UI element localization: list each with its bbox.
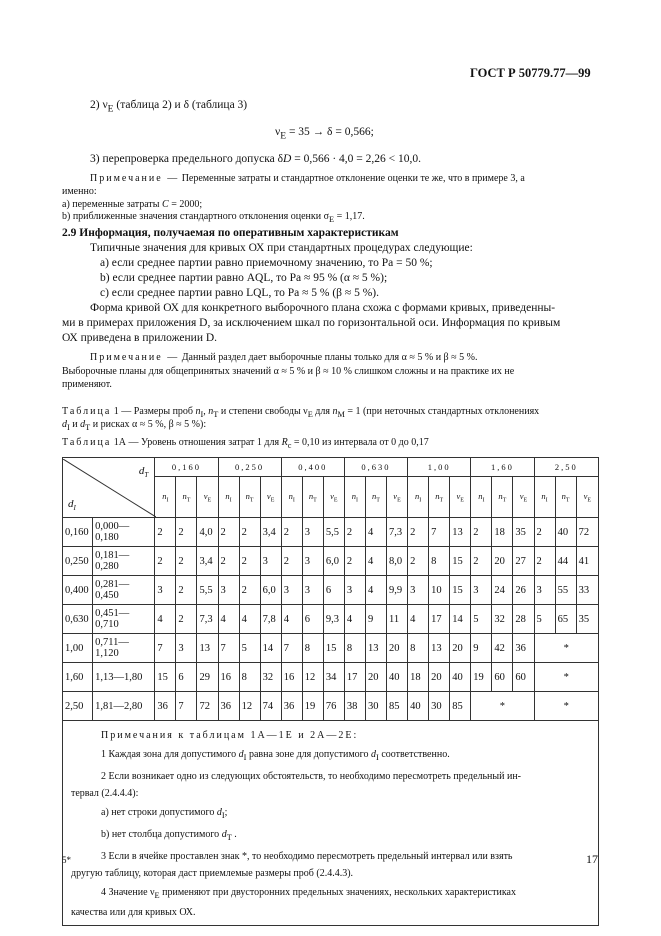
table-cell: 36	[281, 692, 302, 721]
table-cell: 27	[513, 547, 534, 576]
footer-left: 5*	[62, 855, 71, 865]
table-cell: 16	[281, 663, 302, 692]
dI-value: 1,00	[63, 634, 93, 663]
table-cell: 30	[429, 692, 450, 721]
subheader-cell: $\nu_E$	[197, 477, 218, 518]
note2-text-b: Выборочные планы для общепринятых значений α ≈ 5 % и β ≈ 10 % слишком сложны и на практике их не	[62, 366, 515, 377]
table-cell: 2	[218, 518, 239, 547]
sample-size-table	[62, 457, 599, 926]
subheader-cell: $n_T$	[492, 477, 513, 518]
table-note-2a: 2 Если возникает одно из следующих обстоятельств, то необходимо пересмотреть предельный ин-	[101, 771, 522, 782]
table-cell: 3	[302, 547, 323, 576]
table-cell: 14	[450, 605, 471, 634]
table-cell: 16	[218, 663, 239, 692]
table-cell: 14	[260, 634, 281, 663]
table-cell: 8	[344, 634, 365, 663]
table-cell: 2	[239, 518, 260, 547]
subheader-cell: $\nu_E$	[387, 477, 408, 518]
table-cell: 2	[239, 576, 260, 605]
dI-range: 0,451—0,710	[93, 605, 155, 634]
dI-value: 0,160	[63, 518, 93, 547]
table-cell: 6,0	[323, 547, 344, 576]
table-cell: 42	[492, 634, 513, 663]
table-row	[63, 576, 599, 605]
table-cell: 60	[513, 663, 534, 692]
table-cell: 12	[302, 663, 323, 692]
table-cell: 4	[365, 518, 386, 547]
table-cell: 33	[576, 576, 598, 605]
table-note-2d: b) нет столбца допустимого $d_T$ .	[101, 829, 237, 842]
table-cell: 18	[492, 518, 513, 547]
table-cell: 4	[408, 605, 429, 634]
table-cell: 7	[176, 692, 197, 721]
table-cell: 5	[471, 605, 492, 634]
formula-line: $\nu_E = 35 \to \delta = 0,566$;	[275, 126, 374, 142]
table-cell: 2	[344, 518, 365, 547]
table-cell: 17	[344, 663, 365, 692]
table-cell: 17	[429, 605, 450, 634]
table-note-3b: другую таблицу, которая даст приемлемые размеры проб (2.4.4.3).	[71, 868, 354, 879]
table-note-4b: качества или для кривых ОХ.	[71, 907, 196, 918]
table-cell: 7	[155, 634, 176, 663]
star-cell: *	[534, 634, 599, 663]
table-cell: 9	[365, 605, 386, 634]
table-cell: 6	[302, 605, 323, 634]
para-2c: ОХ приведена в приложении D.	[62, 332, 218, 344]
dI-range: 0,000—0,180	[93, 518, 155, 547]
table-cell: 2	[239, 547, 260, 576]
table-cell: 26	[513, 576, 534, 605]
table-row	[63, 663, 599, 692]
table-cell: 72	[576, 518, 598, 547]
table-cell: 85	[387, 692, 408, 721]
star-cell: *	[471, 692, 534, 721]
table-cell: 85	[450, 692, 471, 721]
table-cell: 2	[344, 547, 365, 576]
table-row	[63, 605, 599, 634]
subheader-cell: $n_I$	[408, 477, 429, 518]
table-cell: 74	[260, 692, 281, 721]
table-cell: 8	[408, 634, 429, 663]
table-cell: 15	[450, 547, 471, 576]
table-row	[63, 634, 599, 663]
table-cell: 40	[450, 663, 471, 692]
dI-range: 1,81—2,80	[93, 692, 155, 721]
table-cell: 19	[302, 692, 323, 721]
table-cell: 2	[471, 518, 492, 547]
dT-level-6: 2,50	[534, 458, 599, 477]
note2-text-c: применяют.	[62, 379, 112, 390]
table-cell: 40	[555, 518, 576, 547]
table-cell: 55	[555, 576, 576, 605]
subheader-cell: $n_T$	[239, 477, 260, 518]
note-text: Переменные затраты и стандартное отклонение оценки те же, что в примере 3, а	[181, 173, 525, 184]
table-cell: 2	[176, 547, 197, 576]
subheader-cell: $\nu_E$	[513, 477, 534, 518]
table-note-1: 1 Каждая зона для допустимого $d_I$ равна зоне для допустимого $d_I$ соответственно.	[101, 749, 450, 762]
subheader-cell: $n_I$	[218, 477, 239, 518]
table-row	[63, 547, 599, 576]
table-cell: 65	[555, 605, 576, 634]
table-cell: 20	[365, 663, 386, 692]
table-cell: 10	[429, 576, 450, 605]
table-cell: 76	[323, 692, 344, 721]
table-cell: 9,9	[387, 576, 408, 605]
section-title: 2.9 Информация, получаемая по оперативным характеристикам	[62, 227, 399, 239]
table-cell: 24	[492, 576, 513, 605]
subheader-cell: $n_T$	[365, 477, 386, 518]
table-cell: 4	[365, 547, 386, 576]
dI-value: 2,50	[63, 692, 93, 721]
table-cell: 2	[281, 547, 302, 576]
table-cell: 6,0	[260, 576, 281, 605]
table-cell: 12	[239, 692, 260, 721]
table-cell: 36	[218, 692, 239, 721]
table-cell: 35	[576, 605, 598, 634]
subheader-cell: $n_I$	[344, 477, 365, 518]
table-cell: 60	[492, 663, 513, 692]
subheader-cell: $n_T$	[555, 477, 576, 518]
table-note-2b: тервал (2.4.4.4):	[71, 788, 139, 799]
text-line-l1: 2) $\nu_E$ (таблица 2) и δ (таблица 3)	[90, 99, 248, 115]
table-cell: 8	[429, 547, 450, 576]
diagonal-header-cell: $d_T$ $d_I$	[63, 458, 155, 518]
subheader-cell: $\nu_E$	[260, 477, 281, 518]
dI-range: 0,181—0,280	[93, 547, 155, 576]
table-cell: 13	[450, 518, 471, 547]
table-cell: 4	[239, 605, 260, 634]
table-cell: 4	[281, 605, 302, 634]
table-cell: 3	[176, 634, 197, 663]
table-cell: 8,0	[387, 547, 408, 576]
table-cell: 2	[155, 547, 176, 576]
table-row	[63, 692, 599, 721]
dT-level-2: 0,400	[281, 458, 344, 477]
table-cell: 7	[218, 634, 239, 663]
table-cell: 7,8	[260, 605, 281, 634]
dT-level-1: 0,250	[218, 458, 281, 477]
subheader-cell: $n_T$	[429, 477, 450, 518]
table-cell: 3	[302, 518, 323, 547]
table-cell: 2	[176, 576, 197, 605]
table-note-4a: 4 Значение $\nu_E$ применяют при двусторонних предельных значениях, нескольких характеристиках	[101, 887, 516, 900]
table-cell: 7,3	[197, 605, 218, 634]
table-cell: 19	[471, 663, 492, 692]
table-cell: 15	[323, 634, 344, 663]
table-cell: 3	[302, 576, 323, 605]
dT-level-4: 1,00	[408, 458, 471, 477]
table-cell: 4	[344, 605, 365, 634]
table-cell: 44	[555, 547, 576, 576]
table-cell: 2	[408, 518, 429, 547]
table-cell: 15	[155, 663, 176, 692]
table-cell: 8	[302, 634, 323, 663]
table-cell: 72	[197, 692, 218, 721]
table-cell: 2	[534, 547, 555, 576]
dI-range: 0,281—0,450	[93, 576, 155, 605]
table-cell: 5,5	[323, 518, 344, 547]
table-cell: 34	[323, 663, 344, 692]
table-cell: 30	[365, 692, 386, 721]
table-row	[63, 518, 599, 547]
table-cell: 11	[387, 605, 408, 634]
table-cell: 3,4	[197, 547, 218, 576]
dI-range: 1,13—1,80	[93, 663, 155, 692]
table-cell: 4	[155, 605, 176, 634]
table-cell: 3	[218, 576, 239, 605]
dI-value: 0,250	[63, 547, 93, 576]
subheader-cell: $\nu_E$	[323, 477, 344, 518]
table-cell: 3	[534, 576, 555, 605]
table-cell: 5	[239, 634, 260, 663]
table-cell: 6	[323, 576, 344, 605]
table-cell: 3	[408, 576, 429, 605]
table-cell: 40	[408, 692, 429, 721]
table1a-caption: 1А — Уровень отношения затрат 1 для $R_c = 0,10$ из интервала от 0 до 0,17	[113, 437, 429, 450]
table-cell: 20	[429, 663, 450, 692]
dT-level-3: 0,630	[344, 458, 407, 477]
table-cell: 9,3	[323, 605, 344, 634]
note2-text: Данный раздел дает выборочные планы только для α ≈ 5 % и β ≈ 5 %.	[181, 352, 478, 363]
table-cell: 3	[260, 547, 281, 576]
table-cell: 13	[197, 634, 218, 663]
subheader-cell: $n_I$	[281, 477, 302, 518]
table-cell: 13	[365, 634, 386, 663]
note-label: Примечание —	[90, 173, 180, 184]
dI-range: 0,711—1,120	[93, 634, 155, 663]
note-item-a: a) переменные затраты C = 2000;	[62, 199, 203, 210]
table-cell: 7,3	[387, 518, 408, 547]
subheader-cell: $\nu_E$	[576, 477, 598, 518]
para-1: Типичные значения для кривых ОХ при стандартных процедурах следующие:	[90, 242, 473, 254]
table-note-2c: a) нет строки допустимого $d_I$;	[101, 807, 228, 820]
subheader-cell: $\nu_E$	[450, 477, 471, 518]
table-cell: 35	[513, 518, 534, 547]
subheader-cell: $n_I$	[471, 477, 492, 518]
table-cell: 2	[218, 547, 239, 576]
table-cell: 4	[218, 605, 239, 634]
table-cell: 5	[534, 605, 555, 634]
table-cell: 2	[408, 547, 429, 576]
table-cell: 4,0	[197, 518, 218, 547]
table-cell: 2	[155, 518, 176, 547]
dT-level-0: 0,160	[155, 458, 218, 477]
table1-caption: 1 — Размеры проб $n_I$, $n_T$ и степени свободы $\nu_E$ для $n_M = 1$ (при неточных стандартных отклонениях	[113, 406, 540, 419]
table-cell: 15	[450, 576, 471, 605]
star-cell: *	[534, 692, 599, 721]
table1a-label: Таблица	[62, 437, 112, 448]
dI-value: 1,60	[63, 663, 93, 692]
subheader-cell: $n_I$	[534, 477, 555, 518]
table-cell: 18	[408, 663, 429, 692]
table-cell: 20	[387, 634, 408, 663]
table-cell: 20	[492, 547, 513, 576]
table-cell: 8	[239, 663, 260, 692]
page-number: 17	[586, 852, 598, 866]
star-cell: *	[534, 663, 599, 692]
dI-value: 0,400	[63, 576, 93, 605]
table-cell: 32	[260, 663, 281, 692]
table-cell: 32	[492, 605, 513, 634]
table-cell: 7	[429, 518, 450, 547]
table-cell: 41	[576, 547, 598, 576]
table-cell: 13	[429, 634, 450, 663]
table-cell: 38	[344, 692, 365, 721]
para-2a: Форма кривой ОХ для конкретного выборочного плана схожа с формами кривых, приведенны-	[90, 302, 556, 314]
para-2b: ми в примерах приложения D, за исключением шкал по горизонтальной оси. Информация по кривым	[62, 317, 561, 329]
table1-label: Таблица	[62, 406, 112, 417]
table-cell: 9	[471, 634, 492, 663]
table-cell: 3	[281, 576, 302, 605]
dI-value: 0,630	[63, 605, 93, 634]
table-cell: 3	[344, 576, 365, 605]
table-cell: 2	[534, 518, 555, 547]
subheader-cell: $n_T$	[302, 477, 323, 518]
para-1c: c) если среднее партии равно LQL, то Ра ≈ 5 % (β ≈ 5 %).	[100, 287, 379, 299]
note-text-cont: именно:	[62, 186, 97, 197]
table-cell: 29	[197, 663, 218, 692]
para-1a: a) если среднее партии равно приемочному значению, то Ра = 50 %;	[100, 257, 433, 269]
table-cell: 3,4	[260, 518, 281, 547]
table-notes-title: Примечания к таблицам 1А—1Е и 2А—2Е:	[101, 730, 359, 741]
table-cell: 28	[513, 605, 534, 634]
table-cell: 5,5	[197, 576, 218, 605]
table-cell: 3	[471, 576, 492, 605]
table-cell: 36	[155, 692, 176, 721]
subheader-cell: $n_I$	[155, 477, 176, 518]
table-cell: 2	[471, 547, 492, 576]
doc-header: ГОСТ Р 50779.77—99	[470, 66, 591, 80]
text-line-l3: 3) перепроверка предельного допуска δD = 0,566 · 4,0 = 2,26 < 10,0.	[90, 153, 421, 165]
subheader-cell: $n_T$	[176, 477, 197, 518]
table1-caption-2: $d_I$ и $d_T$ и рисках α ≈ 5 %, β ≈ 5 %):	[62, 419, 207, 432]
table-cell: 2	[176, 605, 197, 634]
para-1b: b) если среднее партии равно AQL, то Ра ≈ 95 % (α ≈ 5 %);	[100, 272, 388, 284]
table-cell: 2	[176, 518, 197, 547]
table-cell: 40	[387, 663, 408, 692]
table-cell: 36	[513, 634, 534, 663]
dT-level-5: 1,60	[471, 458, 534, 477]
table-cell: 4	[365, 576, 386, 605]
table-cell: 7	[281, 634, 302, 663]
table-cell: 20	[450, 634, 471, 663]
note-item-b: b) приближенные значения стандартного отклонения оценки $\sigma_E = 1,17$.	[62, 211, 365, 224]
table-cell: 3	[155, 576, 176, 605]
table-note-3a: 3 Если в ячейке проставлен знак *, то необходимо пересмотреть предельный интервал или взять	[101, 851, 513, 862]
table-cell: 6	[176, 663, 197, 692]
note2-label: Примечание —	[90, 352, 180, 363]
table-cell: 2	[281, 518, 302, 547]
